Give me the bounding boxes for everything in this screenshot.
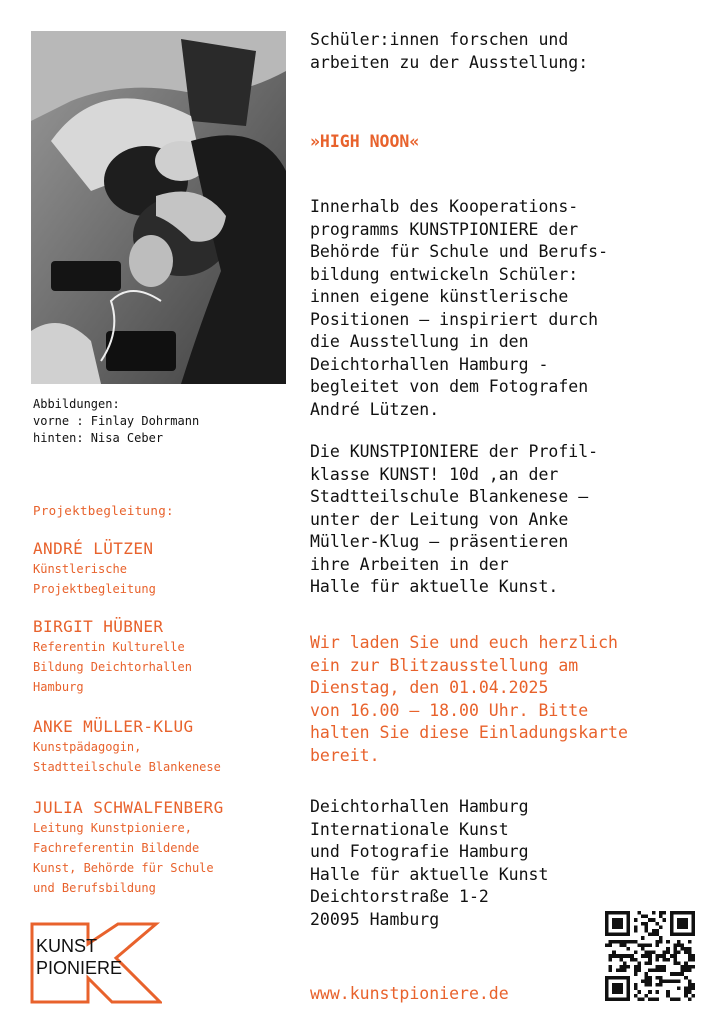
text-line: begleitet von dem Fotografen	[310, 377, 589, 396]
text-line: Deichtorhallen Hamburg -	[310, 354, 549, 374]
person-name: ANKE MÜLLER-KLUG	[33, 717, 194, 736]
paragraph-class	[310, 441, 710, 599]
text-line: arbeiten zu der Ausstellung:	[310, 52, 589, 72]
logo-k-mark	[30, 922, 162, 1004]
exhibition-title: »HIGH NOON«	[310, 132, 420, 151]
person-block	[33, 798, 224, 898]
person-name: JULIA SCHWALFENBERG	[33, 798, 224, 817]
text-line: ihre Arbeiten in der	[310, 554, 509, 574]
text-line: Dienstag, den 01.04.2025	[310, 678, 549, 697]
person-block	[33, 617, 192, 697]
exhibition-photo	[31, 31, 286, 384]
person-name: BIRGIT HÜBNER	[33, 617, 164, 636]
text-line: von 16.00 – 18.00 Uhr. Bitte	[310, 700, 589, 720]
person-role: Hamburg	[33, 680, 84, 694]
text-line: Behörde für Schule und Berufs-	[310, 242, 609, 261]
paragraph-program	[310, 196, 710, 421]
text-line: Die KUNSTPIONIERE der Profil-	[310, 442, 599, 461]
text-line: programms KUNSTPIONIERE der	[310, 219, 579, 239]
invitation-text	[310, 632, 710, 767]
text-line: ein zur Blitzausstellung am	[310, 655, 579, 675]
text-line: unter der Leitung von Anke	[310, 509, 569, 529]
text-line: und Fotografie Hamburg	[310, 842, 529, 861]
text-line: Deichtorstraße 1-2	[310, 887, 489, 906]
text-line: halten Sie diese Einladungskarte	[310, 723, 628, 742]
text-line: 20095 Hamburg	[310, 909, 440, 929]
website-link[interactable]: www.kunstpioniere.de	[310, 984, 509, 1003]
text-line: Internationale Kunst	[310, 819, 509, 839]
person-role: Stadtteilschule Blankenese	[33, 760, 221, 774]
text-line: André Lützen.	[310, 399, 440, 419]
project-heading: Projektbegleitung:	[33, 503, 174, 518]
qr-code[interactable]	[605, 911, 695, 1001]
person-role: Bildung Deichtorhallen	[33, 660, 192, 674]
person-role: und Berufsbildung	[33, 881, 156, 895]
caption-front: vorne : Finlay Dohrmann	[33, 414, 200, 428]
person-role: Projektbegleitung	[33, 582, 156, 596]
caption-label: Abbildungen:	[33, 397, 120, 411]
text-line: Wir laden Sie und euch herzlich	[310, 633, 618, 652]
text-line: bildung entwickeln Schüler:	[310, 264, 579, 284]
text-line: Schüler:innen forschen und	[310, 30, 569, 49]
logo-line2: PIONIERE	[36, 958, 123, 978]
text-line: Deichtorhallen Hamburg	[310, 797, 529, 816]
person-role: Referentin Kulturelle	[33, 640, 185, 654]
text-line: Halle für aktuelle Kunst.	[310, 577, 559, 596]
text-line: Halle für aktuelle Kunst	[310, 864, 549, 884]
caption-back: hinten: Nisa Ceber	[33, 431, 164, 445]
photo-illustration	[31, 31, 286, 384]
text-line: innen eigene künstlerische	[310, 287, 569, 306]
intro-text	[310, 29, 710, 74]
kunstpioniere-logo	[30, 922, 162, 1004]
text-line: klasse KUNST! 10d ,an der	[310, 464, 559, 484]
qr-code-icon	[605, 911, 695, 1001]
person-role: Kunstpädagogin,	[33, 740, 142, 754]
text-line: Positionen – inspiriert durch	[310, 309, 599, 329]
person-role: Kunst, Behörde für Schule	[33, 861, 214, 875]
photo-caption	[33, 396, 199, 447]
text-line: die Ausstellung in den	[310, 332, 529, 351]
text-line: Stadtteilschule Blankenese –	[310, 487, 589, 506]
person-block	[33, 717, 221, 777]
person-block	[33, 539, 156, 599]
logo-line1: KUNST	[36, 936, 98, 956]
person-name: ANDRÉ LÜTZEN	[33, 539, 154, 558]
text-line: Müller-Klug – präsentieren	[310, 532, 569, 551]
text-line: bereit.	[310, 745, 380, 765]
person-role: Künstlerische	[33, 562, 127, 576]
person-role: Fachreferentin Bildende	[33, 841, 200, 855]
text-line: Innerhalb des Kooperations-	[310, 197, 579, 216]
person-role: Leitung Kunstpioniere,	[33, 821, 192, 835]
